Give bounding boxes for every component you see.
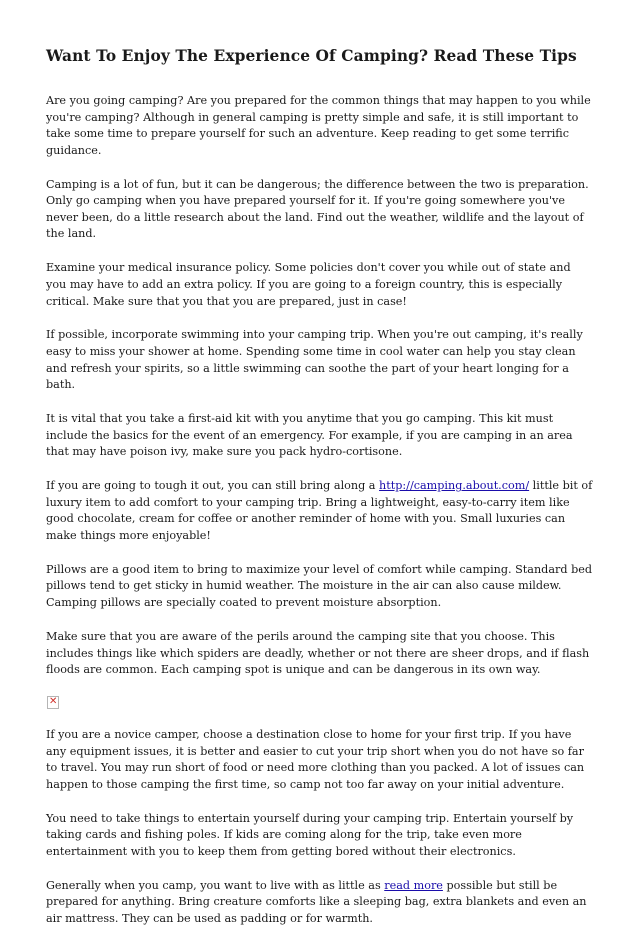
- paragraph-insurance: Examine your medical insurance policy. Some policies don't cover you while out of state and you may have to add an extra policy. If you are going to a foreign country, this is especially critical. Make sure that you that you are prepared, just in case!: [46, 261, 571, 308]
- page-title: Want To Enjoy The Experience Of Camping? Read These Tips: [46, 47, 577, 65]
- paragraph-swimming: If possible, incorporate swimming into your camping trip. When you're out camping, it's really easy to miss your shower at home. Spending some time in cool water can help you stay clean and refresh your spirits, so a little swimming can soothe the part of your heart longing for a bath.: [46, 328, 583, 392]
- paragraph-luxury-text-start: If you are going to tough it out, you can still bring along a: [46, 479, 380, 493]
- paragraph-pack-light-text-end: possible but still be prepared for anything. Bring creature comforts like a sleeping bag, extra blankets and even an air mattress. They can be used as padding or for warmth.: [46, 878, 587, 925]
- paragraph-preparation: Camping is a lot of fun, but it can be dangerous; the difference between the two is preparation. Only go camping when you have prepared yourself for it. If you're going somewhere you've never been, do a little research about the land. Find out the weather, wildlife and the layout of the land.: [46, 177, 589, 241]
- paragraph-luxury: [46, 478, 594, 544]
- paragraph-perils: Make sure that you are aware of the perils around the camping site that you choose. This includes things like which spiders are deadly, whether or not there are sheer drops, and if flash floods are common. Each camping spot is unique and can be dangerous in its own way.: [46, 629, 590, 677]
- paragraph-entertainment: You need to take things to entertain yourself during your camping trip. Entertain yourself by taking cards and fishing poles. If kids are coming along for the trip, take even more entertainment with you to keep them from getting bored without their electronics.: [46, 811, 574, 858]
- broken-image-icon: ✕: [49, 696, 58, 707]
- read-more-link[interactable]: read more: [384, 878, 443, 892]
- paragraph-first-aid: It is vital that you take a first-aid kit with you anytime that you go camping. This kit must include the basics for the event of an emergency. For example, if you are camping in an area that may have poison ivy, make sure you pack hydro-cortisone.: [46, 412, 573, 459]
- paragraph-intro: Are you going camping? Are you prepared for the common things that may happen to you while you're camping? Although in general camping is pretty simple and safe, it is still important to take some time to prepare yourself for such an adventure. Keep reading to get some terrific guidance.: [46, 94, 591, 157]
- document-page: [46, 46, 594, 945]
- camping-about-link[interactable]: http://camping.about.com/: [379, 479, 530, 493]
- paragraph-pillows: Pillows are a good item to bring to maximize your level of comfort while camping. Standard bed pillows tend to get sticky in humid weather. The moisture in the air can also cause mildew. Camping pillows are specially coated to prevent moisture absorption.: [46, 562, 593, 610]
- paragraph-novice: If you are a novice camper, choose a destination close to home for your first trip. If you have any equipment issues, it is better and easier to cut your trip short when you do not have so far to travel. You may run short of food or need more clothing than you packed. A lot of issues can happen to those camping the first time, so camp not too far away on your initial adventure.: [46, 728, 585, 791]
- paragraph-luxury-text-end: little bit of luxury item to add comfort to your camping trip. Bring a lightweight, easy-to-carry item like good chocolate, cream for coffee or another reminder of home with you. Small luxuries can make things more enjoyable!: [46, 479, 593, 542]
- paragraph-pack-light-text-start: Generally when you camp, you want to live with as little as: [46, 878, 385, 892]
- broken-image-placeholder: [46, 696, 594, 727]
